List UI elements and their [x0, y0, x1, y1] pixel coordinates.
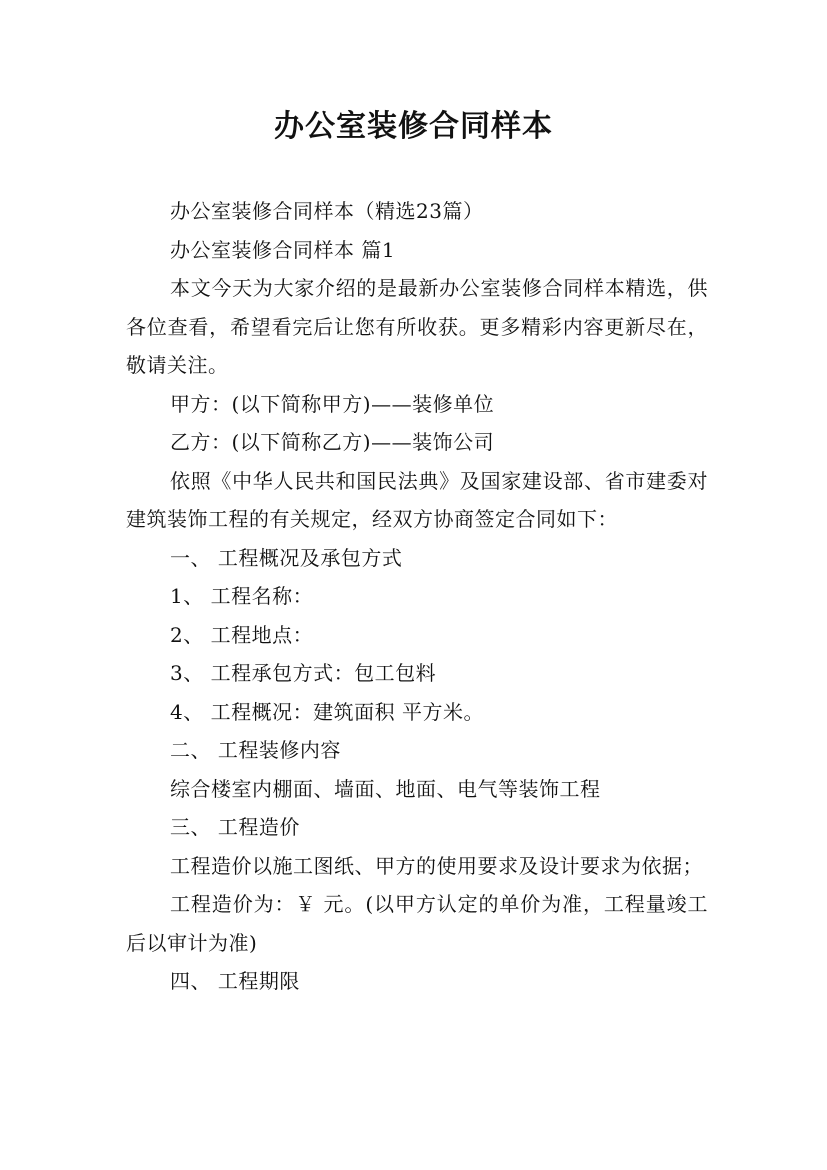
paragraph-clause-4: 四、 工程期限: [170, 969, 300, 993]
paragraph-cost-amount: 工程造价为：￥ 元。(以甲方认定的单价为准，工程量竣工后以审计为准): [126, 892, 708, 955]
paragraph-clause-3: 三、 工程造价: [170, 815, 300, 839]
paragraph-item-1: 1、 工程名称：: [170, 584, 314, 608]
paragraph-item-2: 2、 工程地点：: [170, 622, 314, 647]
paragraph-intro: 本文今天为大家介绍的是最新办公室装修合同样本精选，供各位查看，希望看完后让您有所收获。更多精彩内容更新尽在，敬请关注。: [126, 276, 708, 377]
paragraph-clause-1: 一、 工程概况及承包方式: [170, 545, 403, 570]
paragraph-clause-2: 二、 工程装修内容: [170, 738, 341, 762]
paragraph-item-3: 3、 工程承包方式：包工包料: [170, 661, 437, 685]
paragraph-party-a: 甲方：(以下简称甲方)——装修单位: [170, 391, 495, 416]
paragraph-subtitle: 办公室装修合同样本（精选23篇）: [170, 199, 484, 223]
paragraph-section-heading: 办公室装修合同样本 篇1: [170, 237, 396, 262]
paragraph-content: 综合楼室内棚面、墙面、地面、电气等装饰工程: [170, 776, 601, 801]
document-body: [126, 192, 708, 1001]
paragraph-party-b: 乙方：(以下简称乙方)——装饰公司: [170, 430, 495, 454]
document-title: 办公室装修合同样本: [274, 109, 553, 144]
paragraph-cost-basis: 工程造价以施工图纸、甲方的使用要求及设计要求为依据；: [170, 853, 703, 878]
paragraph-item-4: 4、 工程概况：建筑面积 平方米。: [170, 699, 484, 724]
paragraph-basis: 依照《中华人民共和国民法典》及国家建设部、省市建委对建筑装饰工程的有关规定，经双方协商签定合同如下：: [126, 468, 708, 531]
